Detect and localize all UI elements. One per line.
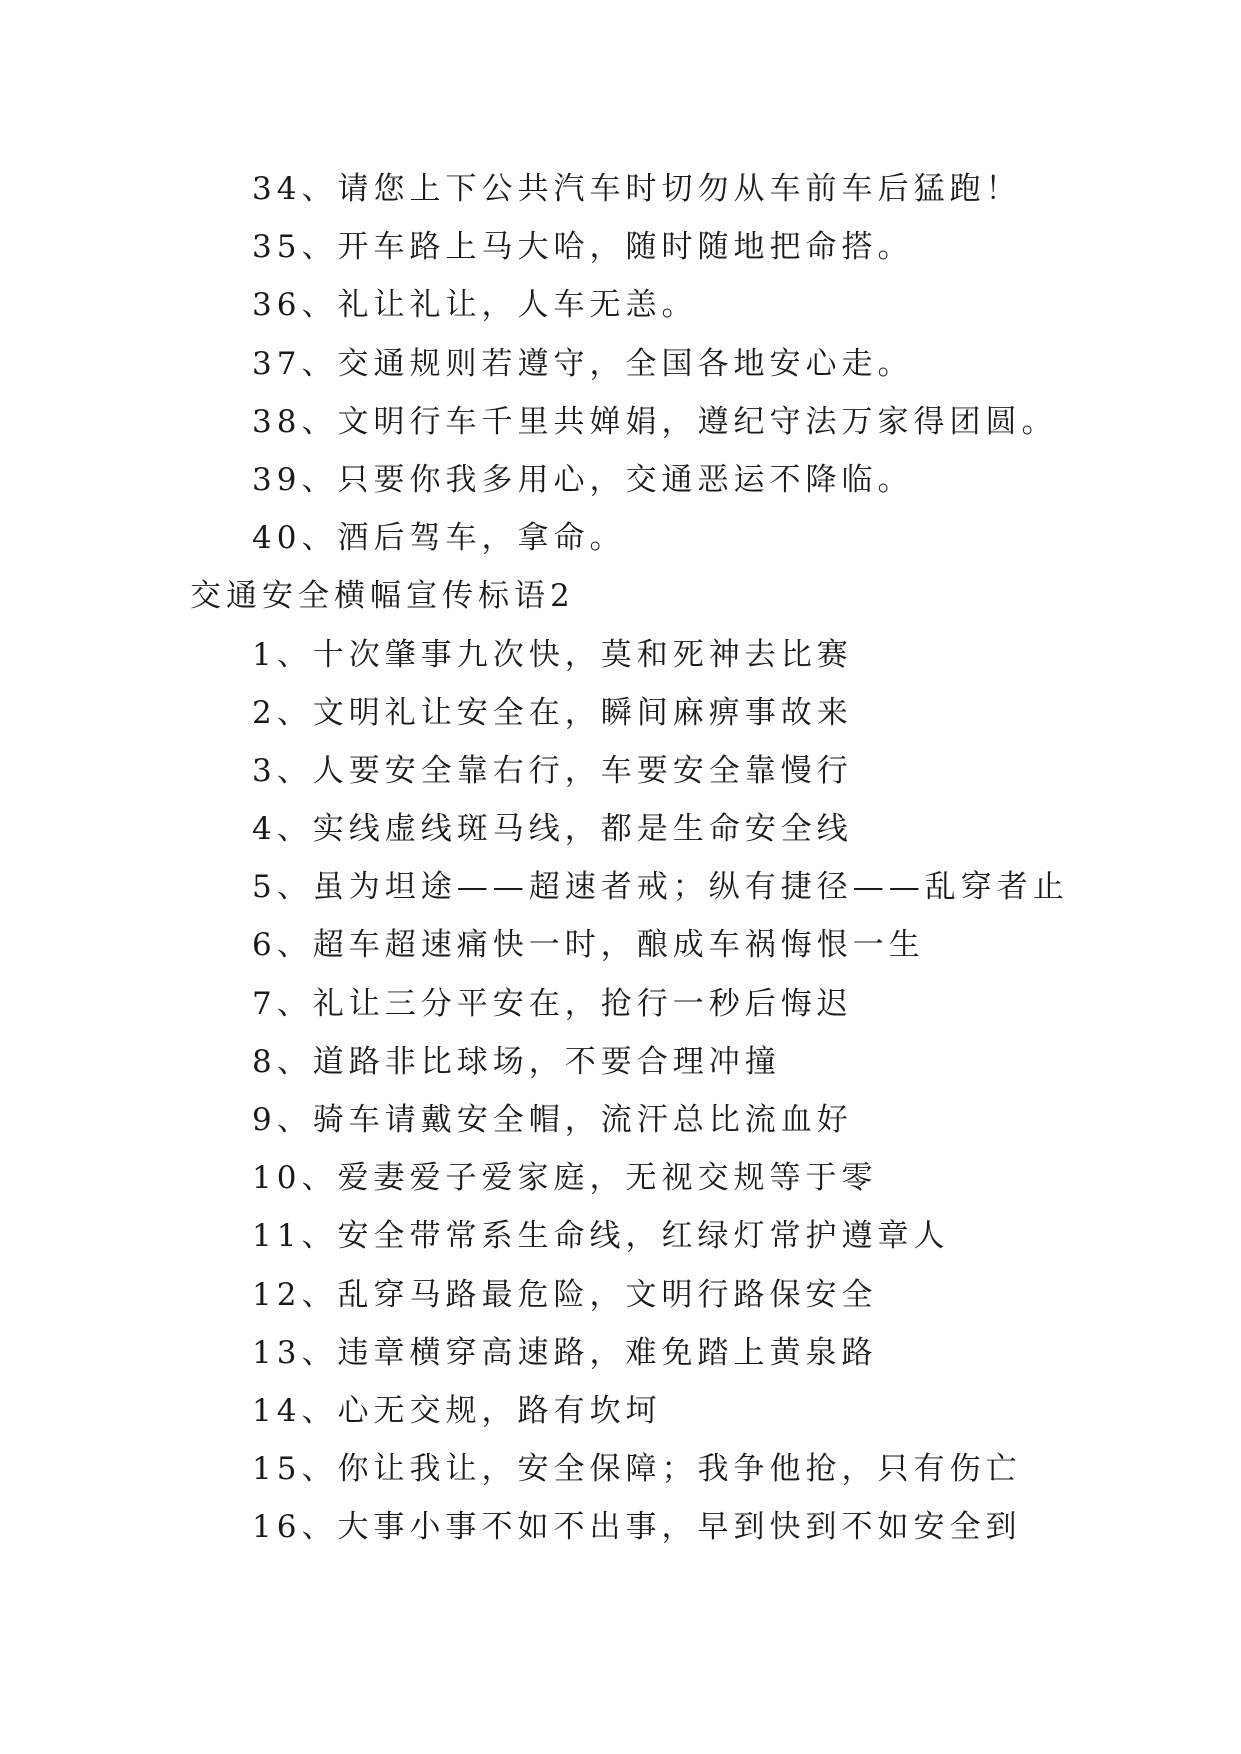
list-item: 8、道路非比球场，不要合理冲撞 xyxy=(252,1043,781,1080)
list-item: 9、骑车请戴安全帽，流汗总比流血好 xyxy=(252,1102,853,1138)
list-item: 37、交通规则若遵守，全国各地安心走。 xyxy=(252,345,914,382)
document-body xyxy=(190,160,1090,1557)
list-item: 2、文明礼让安全在，瞬间麻痹事故来 xyxy=(252,694,853,731)
list-item: 34、请您上下公共汽车时切勿从车前车后猛跑！ xyxy=(252,171,1022,207)
list-item: 4、实线虚线斑马线，都是生命安全线 xyxy=(252,811,853,848)
list-item: 35、开车路上马大哈，随时随地把命搭。 xyxy=(252,229,914,266)
list-item: 15、你让我让，安全保障；我争他抢，只有伤亡 xyxy=(252,1451,1022,1488)
list-item: 14、心无交规，路有坎坷 xyxy=(252,1392,662,1429)
list-item: 6、超车超速痛快一时，酿成车祸悔恨一生 xyxy=(252,927,925,964)
list-item: 16、大事小事不如不出事，早到快到不如安全到 xyxy=(252,1509,1022,1546)
list-item: 3、人要安全靠右行，车要安全靠慢行 xyxy=(252,752,853,789)
list-item: 5、虽为坦途——超速者戒；纵有捷径——乱穿者止 xyxy=(252,869,1069,906)
section-heading: 交通安全横幅宣传标语2 xyxy=(190,578,575,615)
list-item: 7、礼让三分平安在，抢行一秒后悔迟 xyxy=(252,985,853,1022)
slogan-list-continued xyxy=(190,160,1090,567)
list-item: 12、乱穿马路最危险，文明行路保安全 xyxy=(252,1276,878,1313)
list-item: 10、爱妻爱子爱家庭，无视交规等于零 xyxy=(252,1160,878,1197)
list-item: 1、十次肇事九次快，莫和死神去比赛 xyxy=(252,636,853,673)
list-item: 13、违章横穿高速路，难免踏上黄泉路 xyxy=(252,1334,878,1371)
list-item: 36、礼让礼让，人车无恙。 xyxy=(252,287,698,324)
slogan-list xyxy=(190,626,1090,1557)
list-item: 39、只要你我多用心，交通恶运不降临。 xyxy=(252,461,914,498)
list-item: 38、文明行车千里共婵娟，遵纪守法万家得团圆。 xyxy=(252,403,1058,440)
list-item: 40、酒后驾车，拿命。 xyxy=(252,520,626,557)
list-item: 11、安全带常系生命线，红绿灯常护遵章人 xyxy=(252,1218,950,1255)
